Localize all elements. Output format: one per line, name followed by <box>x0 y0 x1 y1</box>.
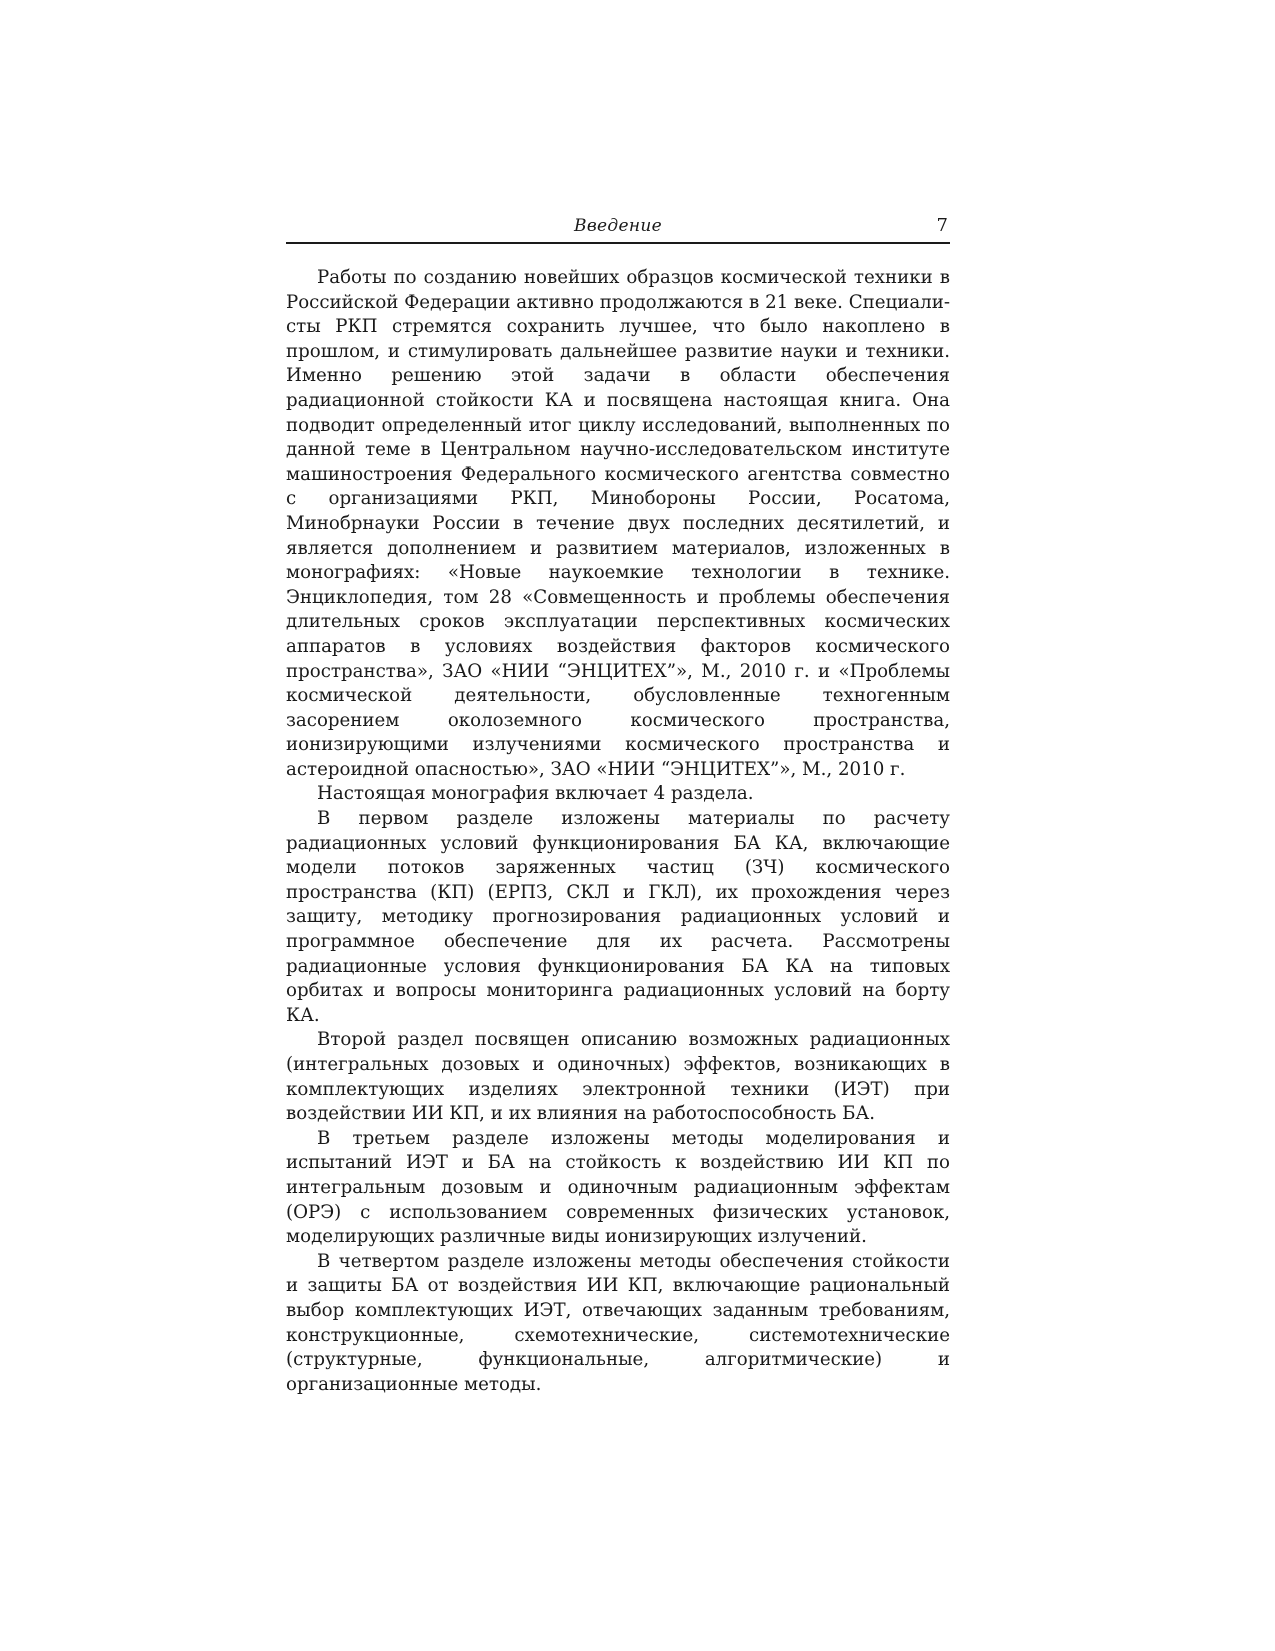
paragraph-sections-count: Настоящая монография включает 4 раздела. <box>317 783 754 805</box>
paragraph-section-2: Второй раздел посвящен описанию возможных радиационных (интегральных дозовых и одиночных) эффектов, возникающих в комплектующих изделиях электронной техники (ИЭТ) при воздействии ИИ КП, и их влияния на работоспособность БА. <box>286 1029 950 1125</box>
paragraph-section-4: В четвертом разделе изложены методы обеспечения стойкости и защиты БА от воздействия ИИ КП, включающие рациональный выбор комплектующих ИЭТ, отвечающих заданным требованиям, конструкционные, схемотехнические, системотехнические (структурные, функциональные, алгоритмические) и организационные методы. <box>286 1250 950 1395</box>
chapter-title: Введение <box>574 216 662 236</box>
body-text <box>286 266 950 1397</box>
page-number: 7 <box>936 215 948 236</box>
book-page <box>286 214 950 1397</box>
paragraph-intro: Работы по созданию новейших образцов космической техники в Российской Федерации активно продолжаются в 21 веке. Специалисты РКП стремятся сохранить лучшее, что было накоплено в прошлом, и стимулировать дальнейшее развитие науки и техники. Именно решению этой задачи в области обеспечения радиационной стойкости КА и посвящена настоящая книга. Она подводит определенный итог циклу исследований, выполненных по данной теме в Центральном научно-исследовательском институте машиностроения Федерального космического агентства совместно с организациями РКП, Минобороны России, Росатома, Минобрнауки России в течение двух последних десятилетий, и является дополнением и развитием материалов, изложенных в монографиях: «Новые наукоемкие технологии в технике. Энциклопедия, том 28 «Совмещенность и проблемы обеспечения длительных сроков эксплуатации перспективных космических аппаратов в условиях воздействия факторов космического пространства», ЗАО «НИИ “ЭНЦИТЕХ”», М., 2010 г. и «Проблемы космической деятельности, обусловленные техногенным засорением околоземного космического пространства, ионизирующими излучениями космического пространства и астероидной опасностью», ЗАО «НИИ “ЭНЦИТЕХ”», М., 2010 г. <box>286 267 950 780</box>
running-header <box>286 214 950 244</box>
paragraph-section-1: В первом разделе изложены материалы по расчету радиационных условий функционирования БА КА, включающие модели потоков заряженных частиц (ЗЧ) космического пространства (КП) (ЕРПЗ, СКЛ и ГКЛ), их прохождения через защиту, методику прогнозирования радиационных условий и программное обеспечение для их расчета. Рассмотрены радиационные условия функционирования БА КА на типовых орбитах и вопросы мониторинга радиационных условий на борту КА. <box>286 808 950 1026</box>
paragraph-section-3: В третьем разделе изложены методы моделирования и испытаний ИЭТ и БА на стойкость к воздействию ИИ КП по интегральным дозовым и одиночным радиационным эффектам (ОРЭ) с использованием современных физических установок, моделирующих различные виды ионизирующих излучений. <box>286 1127 950 1248</box>
